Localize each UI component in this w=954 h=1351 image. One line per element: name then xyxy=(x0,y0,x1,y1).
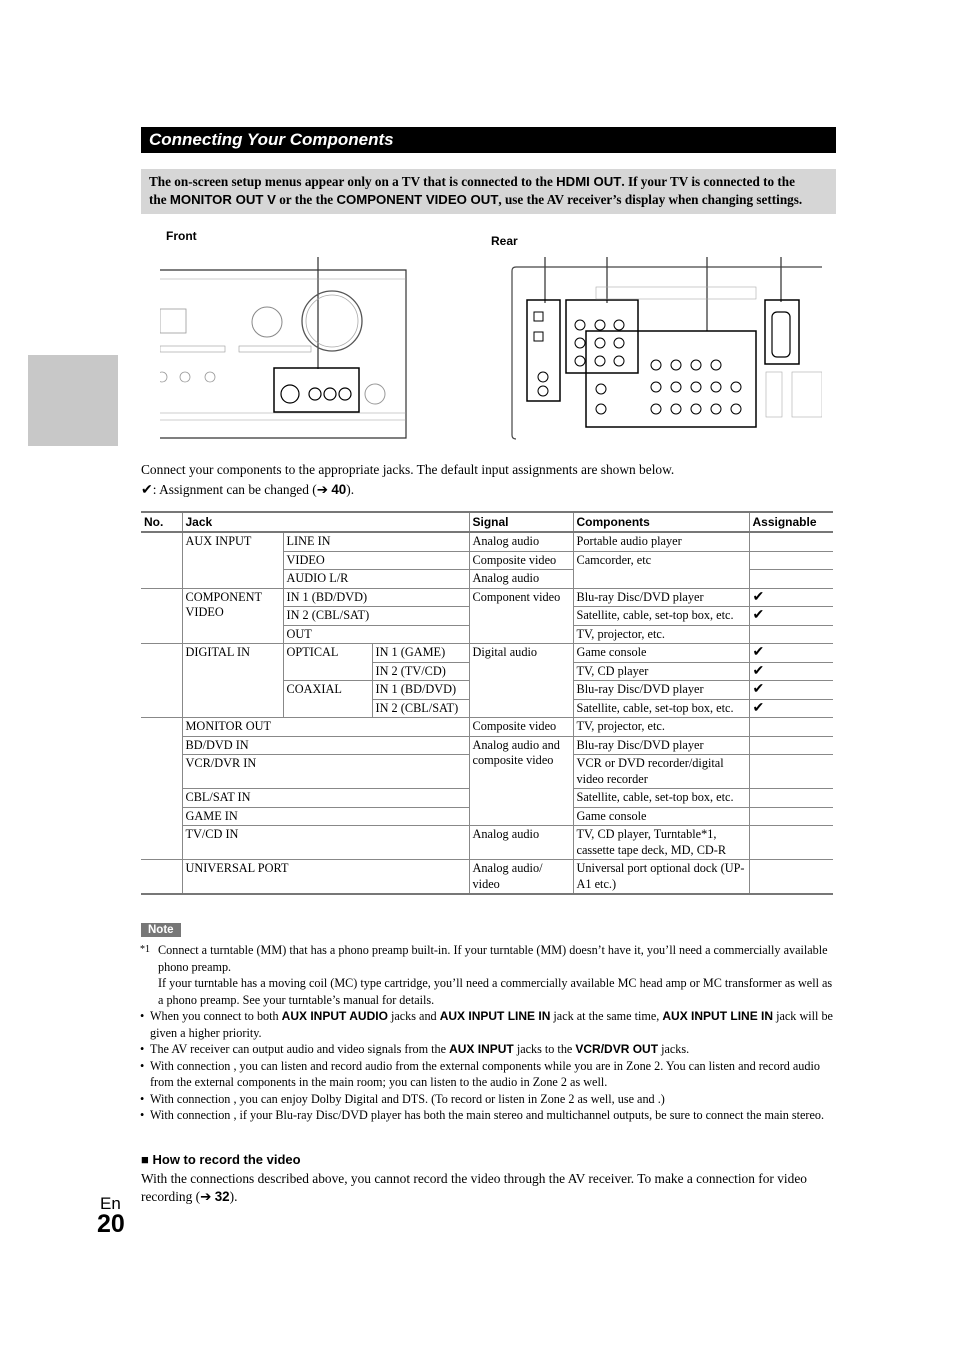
check-mark-icon: ✔ xyxy=(141,483,153,498)
section-title-bar xyxy=(141,127,836,153)
header-jack: Jack xyxy=(182,512,469,532)
table-row: VCR/DVR IN VCR or DVD recorder/digital video recorder xyxy=(141,755,833,789)
intro-line1: Connect your components to the appropriate jacks. The default input assignments are shown below. xyxy=(141,462,675,477)
front-panel-diagram xyxy=(160,257,408,440)
check-mark-icon: ✔ xyxy=(749,607,833,626)
notice-box xyxy=(141,169,836,214)
table-row: BD/DVD IN Analog audio and composite video Blu-ray Disc/DVD player xyxy=(141,736,833,755)
check-mark-icon: ✔ xyxy=(749,644,833,663)
table-row: VIDEO Composite video Camcorder, etc xyxy=(141,551,833,570)
howto-heading: ■ How to record the video xyxy=(141,1152,301,1167)
table-header-row xyxy=(141,512,833,532)
check-mark-icon: ✔ xyxy=(749,588,833,607)
intro-text xyxy=(141,460,674,500)
table-row: CBL/SAT IN Satellite, cable, set-top box, etc. xyxy=(141,789,833,808)
check-mark-icon: ✔ xyxy=(749,662,833,681)
arrow-icon: ➔ xyxy=(200,1189,212,1204)
table-row: COAXIAL IN 1 (BD/DVD) Blu-ray Disc/DVD player ✔ xyxy=(141,681,833,700)
chapter-side-tab xyxy=(28,355,118,446)
table-row: IN 2 (CBL/SAT) Satellite, cable, set-top box, etc. ✔ xyxy=(141,607,833,626)
table-row: AUDIO L/R Analog audio xyxy=(141,570,833,589)
howto-text: With the connections described above, you cannot record the video through the AV receiver. To make a connection for video recording (➔ 32). xyxy=(141,1171,807,1204)
front-label: Front xyxy=(166,229,197,243)
notice-text: The on-screen setup menus appear only on a TV that is connected to the HDMI OUT. If your TV is connected to the the MONITOR OUT V or the the COMPONENT VIDEO OUT, use the AV receiver’s display when changing settings. xyxy=(149,174,803,207)
rear-label: Rear xyxy=(491,234,518,248)
page-ref: 40 xyxy=(331,482,347,497)
arrow-icon: ➔ xyxy=(316,482,328,497)
table-row: IN 2 (CBL/SAT) Satellite, cable, set-top box, etc. ✔ xyxy=(141,699,833,718)
table-row: TV/CD IN Analog audio TV, CD player, Turntable*1, cassette tape deck, MD, CD-R xyxy=(141,826,833,860)
square-bullet-icon: ■ xyxy=(141,1152,149,1167)
footnote: *1 Connect a turntable (MM) that has a phono preamp built-in. If your turntable (MM) doesn’t have it, you’ll need a commercially available phono preamp. If your turntable has a moving coil (MC) type cartridge, you’ll need a commercially available MC head amp or MC transformer as well as a phono preamp. See your turntable’s manual for details. xyxy=(140,943,833,1007)
check-mark-icon: ✔ xyxy=(749,681,833,700)
header-signal: Signal xyxy=(469,512,573,532)
table-row: IN 2 (TV/CD) TV, CD player ✔ xyxy=(141,662,833,681)
table-row: COMPONENT VIDEO IN 1 (BD/DVD) Component video Blu-ray Disc/DVD player ✔ xyxy=(141,588,833,607)
table-row: MONITOR OUT Composite video TV, projector, etc. xyxy=(141,718,833,737)
page-number: 20 xyxy=(97,1210,125,1238)
table-row: AUX INPUT LINE IN Analog audio Portable audio player xyxy=(141,532,833,551)
page-language: En xyxy=(100,1194,121,1213)
note-bullet: • When you connect to both AUX INPUT AUDIO jacks and AUX INPUT LINE IN jack at the same time, AUX INPUT LINE IN jack will be given a higher priority. xyxy=(140,1009,833,1040)
rear-panel-diagram xyxy=(508,257,822,442)
check-mark-icon: ✔ xyxy=(749,699,833,718)
header-no: No. xyxy=(141,512,182,532)
note-bullet: • The AV receiver can output audio and video signals from the AUX INPUT jacks to the VCR/DVR OUT jacks. xyxy=(140,1042,690,1056)
page-ref: 32 xyxy=(214,1189,230,1204)
jack-assignment-table xyxy=(141,511,833,895)
note-tag: Note xyxy=(141,923,181,937)
notice-line2: the MONITOR OUT V or the the COMPONENT VIDEO OUT, use the AV receiver’s display when changing settings. xyxy=(149,191,803,207)
table-row: GAME IN Game console xyxy=(141,807,833,826)
header-assignable: Assignable xyxy=(749,512,833,532)
intro-line2: ✔: Assignment can be changed (➔ 40). xyxy=(141,482,355,498)
note-bullet: • With connection , you can enjoy Dolby Digital and DTS. (To record or listen in Zone 2 as well, use and .) xyxy=(140,1091,665,1106)
notes-block xyxy=(140,942,834,1124)
note-bullet: • With connection , you can listen and record audio from the external components while you are in Zone 2. You can listen and record audio from the external components in the main room; you can listen to the audio in Zone 2 as well. xyxy=(140,1058,820,1089)
table-row: DIGITAL IN OPTICAL IN 1 (GAME) Digital audio Game console ✔ xyxy=(141,644,833,663)
header-components: Components xyxy=(573,512,749,532)
table-row: UNIVERSAL PORT Analog audio/ video Universal port optional dock (UP-A1 etc.) xyxy=(141,860,833,895)
section-title: Connecting Your Components xyxy=(149,130,394,149)
table-row: OUT TV, projector, etc. xyxy=(141,625,833,644)
note-bullet: • With connection , if your Blu-ray Disc/DVD player has both the main stereo and multichannel outputs, be sure to connect the main stereo. xyxy=(140,1108,825,1122)
